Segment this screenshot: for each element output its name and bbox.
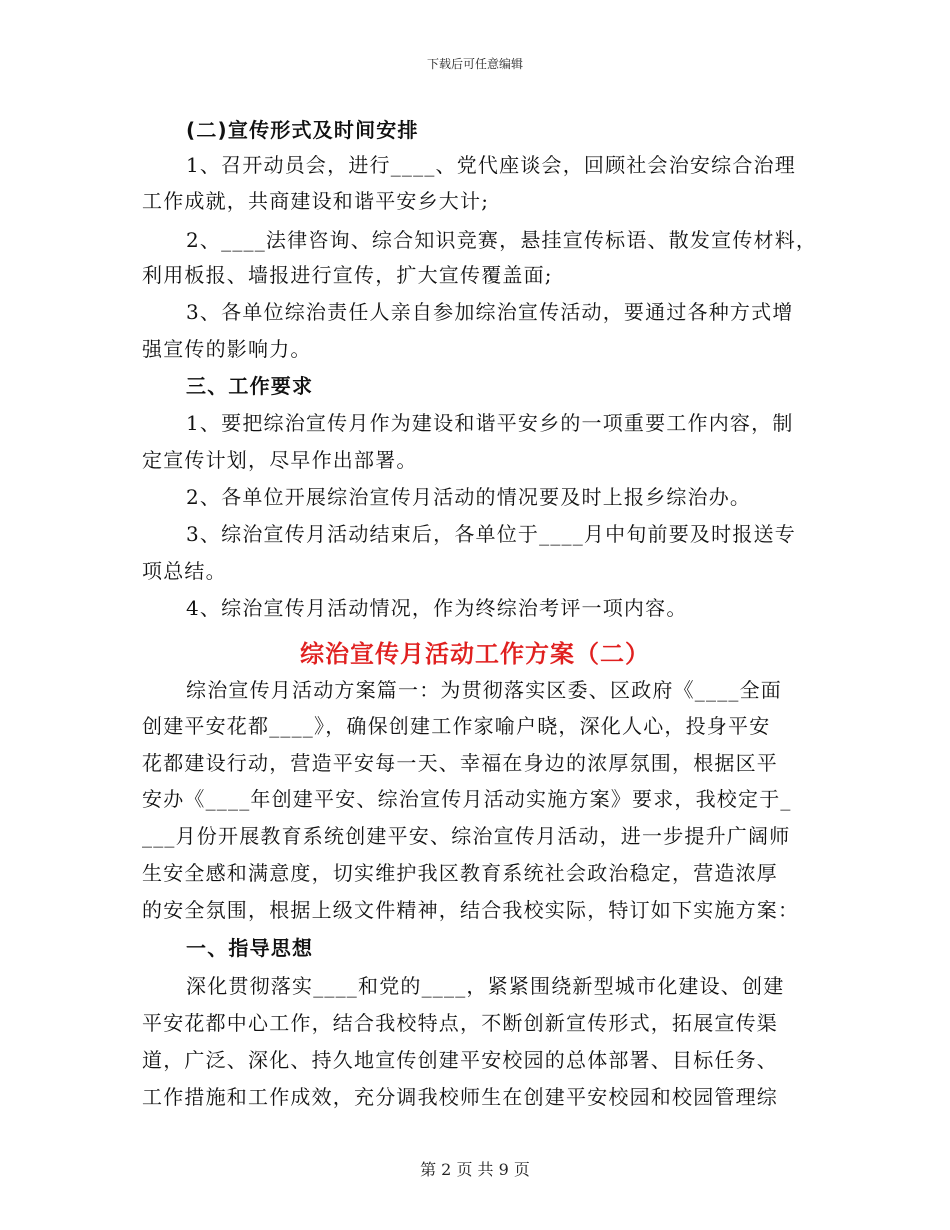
item-a2-line2: 利用板报、墙报进行宣传，扩大宣传覆盖面; [142,263,553,287]
section-3-heading: 三、工作要求 [186,374,314,398]
item-b1-line1: 1、要把综治宣传月作为建设和谐平安乡的一项重要工作内容，制 [186,411,794,435]
intro-line-3: 花都建设行动，营造平安每一天、幸福在身边的浓厚氛围，根据区平 [142,751,778,775]
intro-line-1: 综治宣传月活动方案篇一：为贯彻落实区委、区政府《____全面 [186,678,782,702]
intro-line-5: ___月份开展教育系统创建平安、综治宣传月活动，进一步提升广阔师 [142,824,791,848]
item-b4-line1: 4、综治宣传月活动情况，作为终综治考评一项内容。 [186,596,688,620]
guiding-line-1: 深化贯彻落实____和党的____，紧紧围绕新型城市化建设、创建 [186,974,785,998]
section-1-heading: 一、指导思想 [186,936,314,960]
section-2-heading: (二)宣传形式及时间安排 [186,118,419,142]
item-b1-line2: 定宣传计划，尽早作出部署。 [142,448,418,472]
item-a1-line1: 1、召开动员会，进行____、党代座谈会，回顾社会治安综合治理 [186,153,796,177]
guiding-line-2: 平安花都中心工作，结合我校特点，不断创新宣传形式，拓展宣传渠 [142,1011,778,1035]
item-b3-line2: 项总结。 [142,559,227,583]
intro-line-4: 安办《____年创建平安、综治宣传月活动实施方案》要求，我校定于_ [142,787,792,811]
header-note: 下载后可任意编辑 [426,57,523,71]
intro-line-6: 生安全感和满意度，切实维护我区教育系统社会政治稳定，营造浓厚 [142,861,778,885]
item-a3-line2: 强宣传的影响力。 [142,337,312,361]
item-b3-line1: 3、综治宣传月活动结束后，各单位于____月中旬前要及时报送专 [186,522,796,546]
item-b2-line1: 2、各单位开展综治宣传月活动的情况要及时上报乡综治办。 [186,485,752,509]
guiding-line-4: 工作措施和工作成效，充分调我校师生在创建平安校园和校园管理综 [142,1085,778,1109]
intro-line-2: 创建平安花都____》，确保创建工作家喻户晓，深化人心，投身平安 [142,714,771,738]
item-a3-line1: 3、各单位综治责任人亲自参加综治宣传活动，要通过各种方式增 [186,300,794,324]
intro-line-7: 的安全氛围，根据上级文件精神，结合我校实际，特订如下实施方案： [142,898,800,922]
guiding-line-3: 道，广泛、深化、持久地宣传创建平安校园的总体部署、目标任务、 [142,1048,778,1072]
document-title: 综治宣传月活动工作方案（二） [300,640,650,668]
item-a2-line1: 2、____法律咨询、综合知识竞赛，悬挂宣传标语、散发宣传材料， [186,228,818,252]
page-footer: 第 2 页 共 9 页 [420,1160,530,1179]
item-a1-line2: 工作成就，共商建设和谐平安乡大计; [142,189,490,213]
